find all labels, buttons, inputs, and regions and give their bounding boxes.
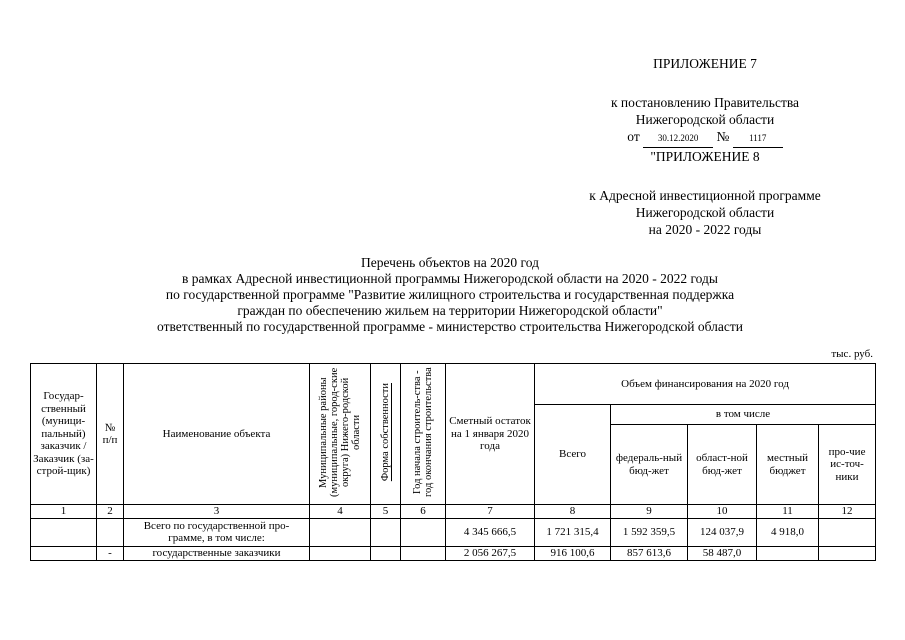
- header-name: Наименование объекта: [124, 364, 310, 505]
- col-number: 10: [688, 505, 757, 519]
- header-other: про-чие ис-точ-ники: [819, 425, 876, 505]
- header-funding: Объем финансирования на 2020 год: [535, 364, 876, 405]
- cell-estimate: 4 345 666,5: [446, 518, 535, 546]
- cell-other: [819, 518, 876, 546]
- col-number: 1: [31, 505, 97, 519]
- appendix-8-line2: Нижегородской области: [635, 205, 775, 220]
- title-line-3: по государственной программе "Развитие жилищного строительства и государственная поддержка: [165, 287, 735, 302]
- title-line-5: ответственный по государственной программе - министерство строительства Нижегородской области: [157, 319, 743, 334]
- cell-num: -: [97, 546, 124, 560]
- decree-date: 30.12.2020: [643, 130, 713, 148]
- cell-customer: [31, 546, 97, 560]
- appendix-8-line3: на 2020 - 2022 годы: [648, 222, 762, 237]
- header-years: Год начала строитель-ства - год окончания строительства: [401, 364, 446, 505]
- appendix-7-date-line: [560, 128, 850, 148]
- cell-local: 4 918,0: [757, 518, 819, 546]
- cell-num: [97, 518, 124, 546]
- cell-regional: 124 037,9: [688, 518, 757, 546]
- header-estimate: Сметный остаток на 1 января 2020 года: [446, 364, 535, 505]
- title-line-4: граждан по обеспечению жильем на территории Нижегородской области": [237, 303, 663, 318]
- appendix-7-title: ПРИЛОЖЕНИЕ 7: [653, 56, 757, 71]
- header-including: в том числе: [611, 405, 876, 425]
- header-regional: област-ной бюд-жет: [688, 425, 757, 505]
- units-label: тыс. руб.: [831, 348, 873, 360]
- header-federal: федераль-ный бюд-жет: [611, 425, 688, 505]
- cell-ownership: [371, 518, 401, 546]
- cell-years: [401, 546, 446, 560]
- col-number: 9: [611, 505, 688, 519]
- header-customer: Государ-ственный (муници-пальный) заказчик / Заказчик (за-строй-щик): [31, 364, 97, 505]
- objects-table: [30, 363, 876, 561]
- cell-districts: [310, 518, 371, 546]
- cell-customer: [31, 518, 97, 546]
- col-number: 3: [124, 505, 310, 519]
- cell-years: [401, 518, 446, 546]
- col-number: 6: [401, 505, 446, 519]
- appendix-7-block: [560, 55, 850, 148]
- cell-total: 916 100,6: [535, 546, 611, 560]
- col-number: 2: [97, 505, 124, 519]
- column-numbers-row: [31, 505, 876, 519]
- cell-name: Всего по государственной про-грамме, в том числе:: [124, 518, 310, 546]
- decree-number: 1117: [733, 130, 783, 148]
- cell-ownership: [371, 546, 401, 560]
- cell-total: 1 721 315,4: [535, 518, 611, 546]
- appendix-8-line1: к Адресной инвестиционной программе: [589, 188, 821, 203]
- cell-federal: 1 592 359,5: [611, 518, 688, 546]
- cell-federal: 857 613,6: [611, 546, 688, 560]
- header-row-1: [31, 364, 876, 405]
- appendix-7-line2: Нижегородской области: [635, 112, 775, 127]
- col-number: 8: [535, 505, 611, 519]
- number-sign: №: [716, 129, 730, 144]
- title-line-1: Перечень объектов на 2020 год: [361, 255, 539, 270]
- col-number: 5: [371, 505, 401, 519]
- cell-name: государственные заказчики: [124, 546, 310, 560]
- table-row: [31, 518, 876, 546]
- appendix-8-title: "ПРИЛОЖЕНИЕ 8: [650, 149, 760, 164]
- header-ownership: Форма собственности: [371, 364, 401, 505]
- header-local: местный бюджет: [757, 425, 819, 505]
- col-number: 7: [446, 505, 535, 519]
- cell-other: [819, 546, 876, 560]
- appendix-8-block: [560, 148, 850, 238]
- cell-estimate: 2 056 267,5: [446, 546, 535, 560]
- header-total: Всего: [535, 405, 611, 505]
- table-row: [31, 546, 876, 560]
- cell-districts: [310, 546, 371, 560]
- col-number: 4: [310, 505, 371, 519]
- title-line-2: в рамках Адресной инвестиционной программы Нижегородской области на 2020 - 2022 годы: [182, 271, 718, 286]
- date-prefix: от: [627, 129, 640, 144]
- cell-local: [757, 546, 819, 560]
- document-title: [40, 255, 860, 335]
- col-number: 11: [757, 505, 819, 519]
- header-districts: Муниципальные районы (муниципальные, город-ские округа) Нижего-родской области: [310, 364, 371, 505]
- appendix-7-line1: к постановлению Правительства: [610, 95, 800, 110]
- col-number: 12: [819, 505, 876, 519]
- cell-regional: 58 487,0: [688, 546, 757, 560]
- header-num: № п/п: [97, 364, 124, 505]
